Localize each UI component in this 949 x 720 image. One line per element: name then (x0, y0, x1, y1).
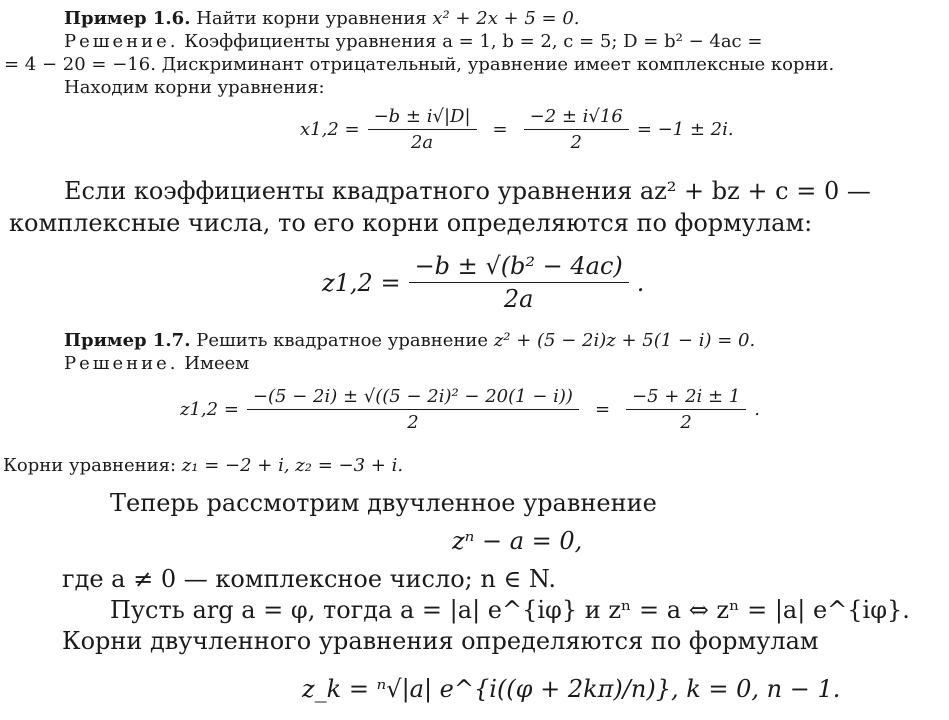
formula-tail: . (636, 268, 645, 297)
fraction-numerator: −b ± i√|D| (368, 106, 477, 130)
fraction (626, 386, 746, 433)
formula-general (322, 252, 644, 313)
solution-line (64, 32, 762, 52)
fraction-numerator: −(5 − 2i) ± √((5 − 2i)² − 20(1 − i)) (247, 386, 579, 410)
formula-lhs: z1,2 = (180, 399, 239, 420)
fraction-denominator: 2 (680, 412, 692, 433)
fraction-denominator: 2 (407, 412, 419, 433)
solution-line (64, 354, 249, 374)
solution-word: Решение. (64, 353, 179, 374)
binomial-roots-text: Корни двучленного уравнения определяются по формулам (62, 627, 819, 655)
discriminant-line: = 4 − 20 = −16. Дискриминант отрицательный, уравнение имеет комплексные корни. (4, 54, 835, 75)
formula-result: = −1 ± 2i. (636, 119, 734, 140)
roots-values: z₁ = −2 + i, z₂ = −3 + i. (181, 455, 404, 476)
formula-lhs: x1,2 = (300, 119, 360, 140)
fraction-numerator: −2 ± i√16 (524, 106, 629, 130)
example-equation: z² + (5 − 2i)z + 5(1 − i) = 0. (493, 330, 756, 351)
fraction (409, 252, 629, 313)
formula-example-1-7: z1,2 = $\frac{\text{−(5 − 2i) ± √((5 − 2i)² − 20(1 − i))}}{2}$ = $\frac{-5 + 2i \pm 1}{2}$ . (180, 386, 761, 433)
solution-text: Имеем (184, 353, 250, 374)
example-task: Найти корни уравнения (196, 8, 427, 29)
find-roots-line: Находим корни уравнения: (64, 77, 325, 98)
example-label: Пример 1.6. (64, 8, 191, 29)
formula-tail: . (754, 399, 761, 420)
general-text-line-1: Если коэффициенты квадратного уравнения az² + bz + c = 0 — (64, 177, 871, 205)
example-1-6-heading (64, 9, 580, 29)
formula-lhs: z1,2 = (322, 268, 401, 297)
example-task: Решить квадратное уравнение (196, 330, 489, 351)
binomial-let-line: Пусть arg a = φ, тогда a = |a| e^{iφ} и zⁿ = a ⇔ zⁿ = |a| e^{iφ}. (110, 596, 910, 624)
fraction-numerator: −5 + 2i ± 1 (626, 386, 746, 410)
binomial-intro: Теперь рассмотрим двучленное уравнение (110, 489, 657, 517)
formula-example-1-6: x1,2 = $\frac{-b \pm i√|D|}{2a}$ = $\frac{-2 \pm i√16}{2}$ = −1 ± 2i. (300, 106, 734, 153)
fraction-denominator: 2a (503, 285, 534, 313)
example-label: Пример 1.7. (64, 330, 191, 351)
fraction-denominator: 2a (410, 132, 434, 153)
example-equation: x² + 2x + 5 = 0. (432, 8, 580, 29)
fraction (368, 106, 477, 153)
solution-text: Коэффициенты уравнения a = 1, b = 2, c = 5; D = b² − 4ac = (184, 31, 763, 52)
roots-line (3, 456, 403, 476)
fraction (524, 106, 629, 153)
fraction-numerator: −b ± √(b² − 4ac) (409, 252, 629, 283)
fraction-denominator: 2 (570, 132, 582, 153)
binomial-formula: z_k = ⁿ√|a| e^{i((φ + 2kπ)/n)}, k = 0, n − 1. (302, 675, 841, 703)
solution-word: Решение. (64, 31, 179, 52)
binomial-where-line: где a ≠ 0 — комплексное число; n ∈ N. (62, 565, 556, 593)
binomial-equation: zⁿ − a = 0, (452, 527, 583, 555)
example-1-7-heading (64, 331, 755, 351)
fraction (247, 386, 579, 433)
general-text-line-2: комплексные числа, то его корни определяются по формулам: (9, 209, 813, 237)
roots-label: Корни уравнения: (3, 455, 177, 476)
